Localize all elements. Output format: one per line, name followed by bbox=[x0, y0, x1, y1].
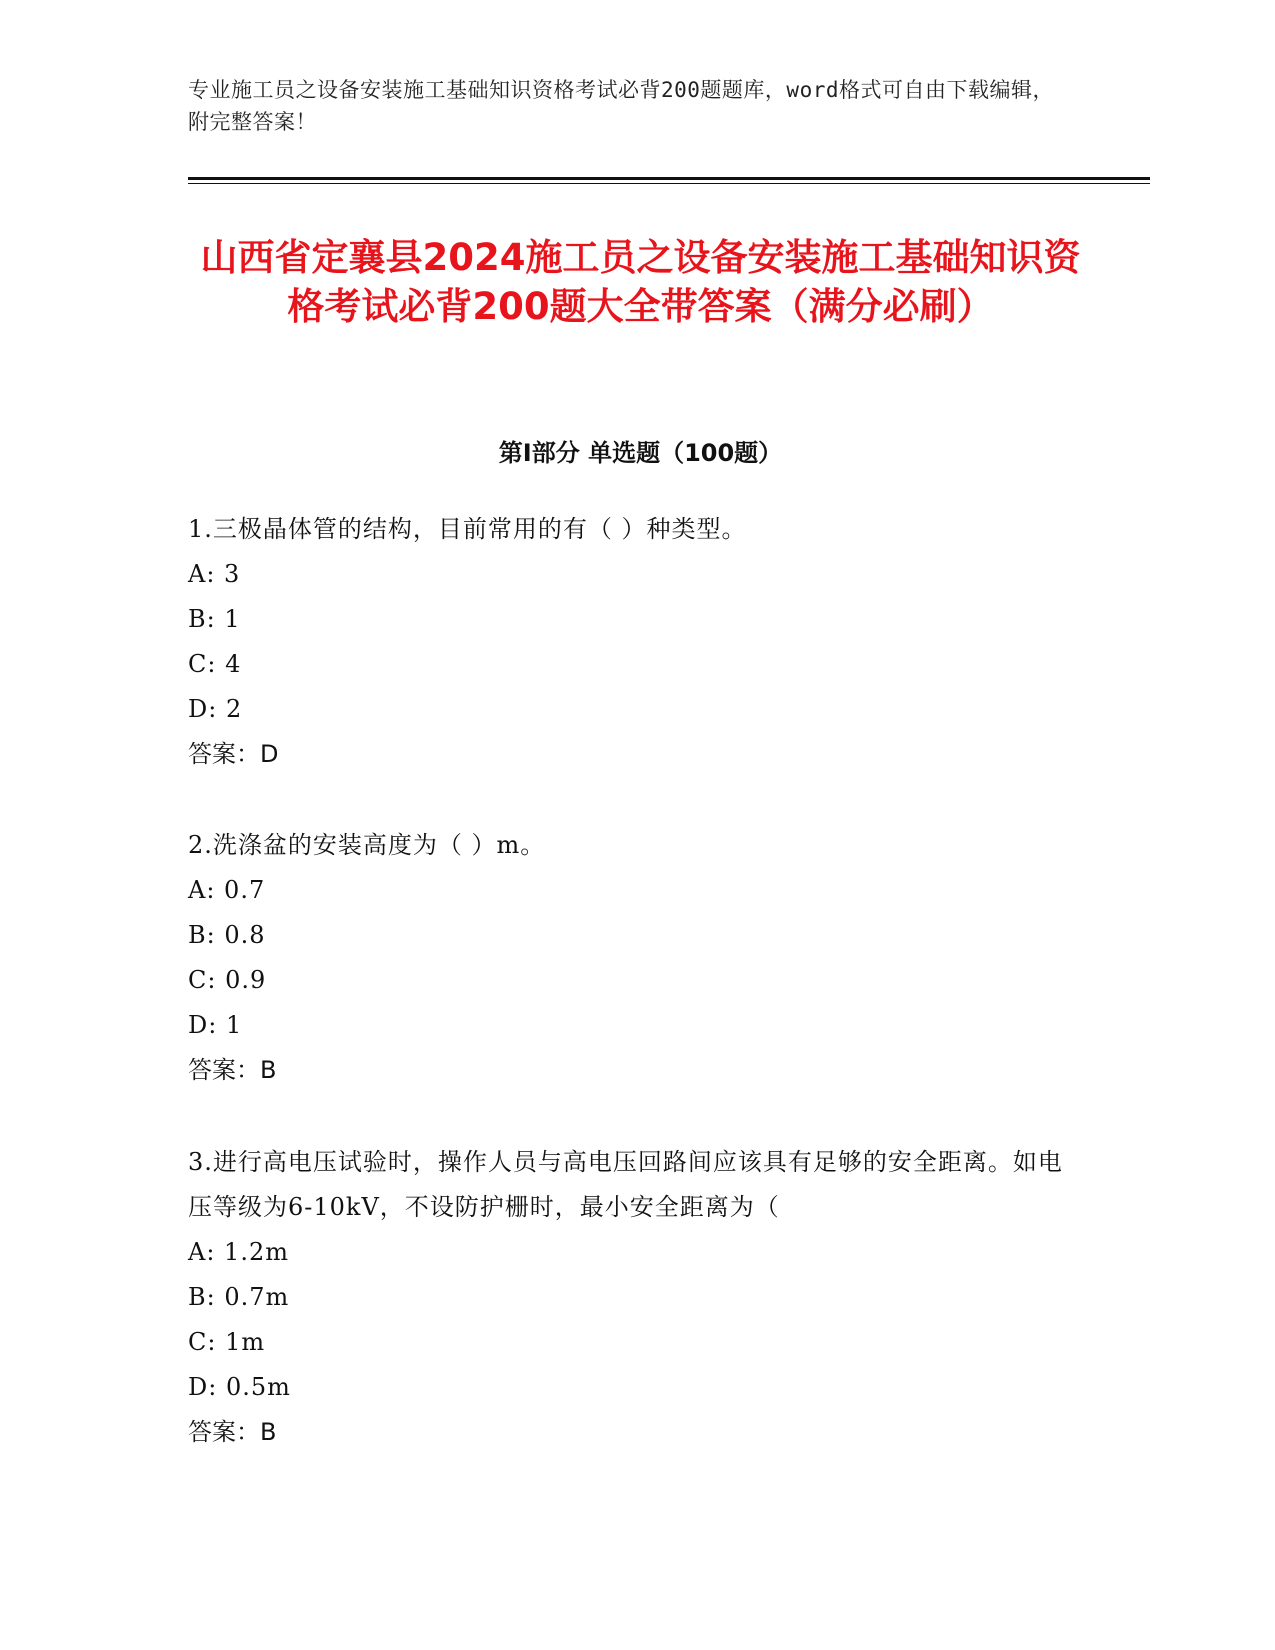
section-heading: 第Ⅰ部分 单选题（100题） bbox=[498, 439, 783, 467]
question-3 bbox=[188, 1140, 1068, 1455]
option-d: D: 2 bbox=[188, 695, 243, 723]
answer-line: 答案：D bbox=[188, 740, 279, 768]
option-c: C: 0.9 bbox=[188, 966, 267, 994]
document-header-note: 专业施工员之设备安装施工基础知识资格考试必背200题题库，word格式可自由下载编辑，附完整答案！ bbox=[188, 78, 1054, 134]
option-d: D: 1 bbox=[188, 1011, 243, 1039]
question-stem: 1.三极晶体管的结构，目前常用的有（ ）种类型。 bbox=[188, 515, 747, 543]
option-a: A: 0.7 bbox=[188, 876, 266, 904]
header-divider-thin bbox=[188, 183, 1150, 184]
option-a: A: 1.2m bbox=[188, 1238, 289, 1266]
option-a: A: 3 bbox=[188, 560, 241, 588]
header-divider-thick bbox=[188, 177, 1150, 180]
option-d: D: 0.5m bbox=[188, 1373, 291, 1401]
question-stem: 2.洗涤盆的安装高度为（ ）m。 bbox=[188, 831, 546, 859]
answer-line: 答案：B bbox=[188, 1418, 277, 1446]
document-title: 山西省定襄县2024施工员之设备安装施工基础知识资格考试必背200题大全带答案（满分必刷） bbox=[200, 236, 1081, 328]
option-b: B: 1 bbox=[188, 605, 241, 633]
question-1 bbox=[188, 507, 1068, 777]
question-2 bbox=[188, 823, 1068, 1093]
option-c: C: 1m bbox=[188, 1328, 266, 1356]
option-b: B: 0.7m bbox=[188, 1283, 290, 1311]
option-b: B: 0.8 bbox=[188, 921, 266, 949]
answer-line: 答案：B bbox=[188, 1056, 277, 1084]
question-stem: 3.进行高电压试验时，操作人员与高电压回路间应该具有足够的安全距离。如电压等级为6-10kV，不设防护栅时，最小安全距离为（ bbox=[188, 1148, 1063, 1221]
option-c: C: 4 bbox=[188, 650, 242, 678]
